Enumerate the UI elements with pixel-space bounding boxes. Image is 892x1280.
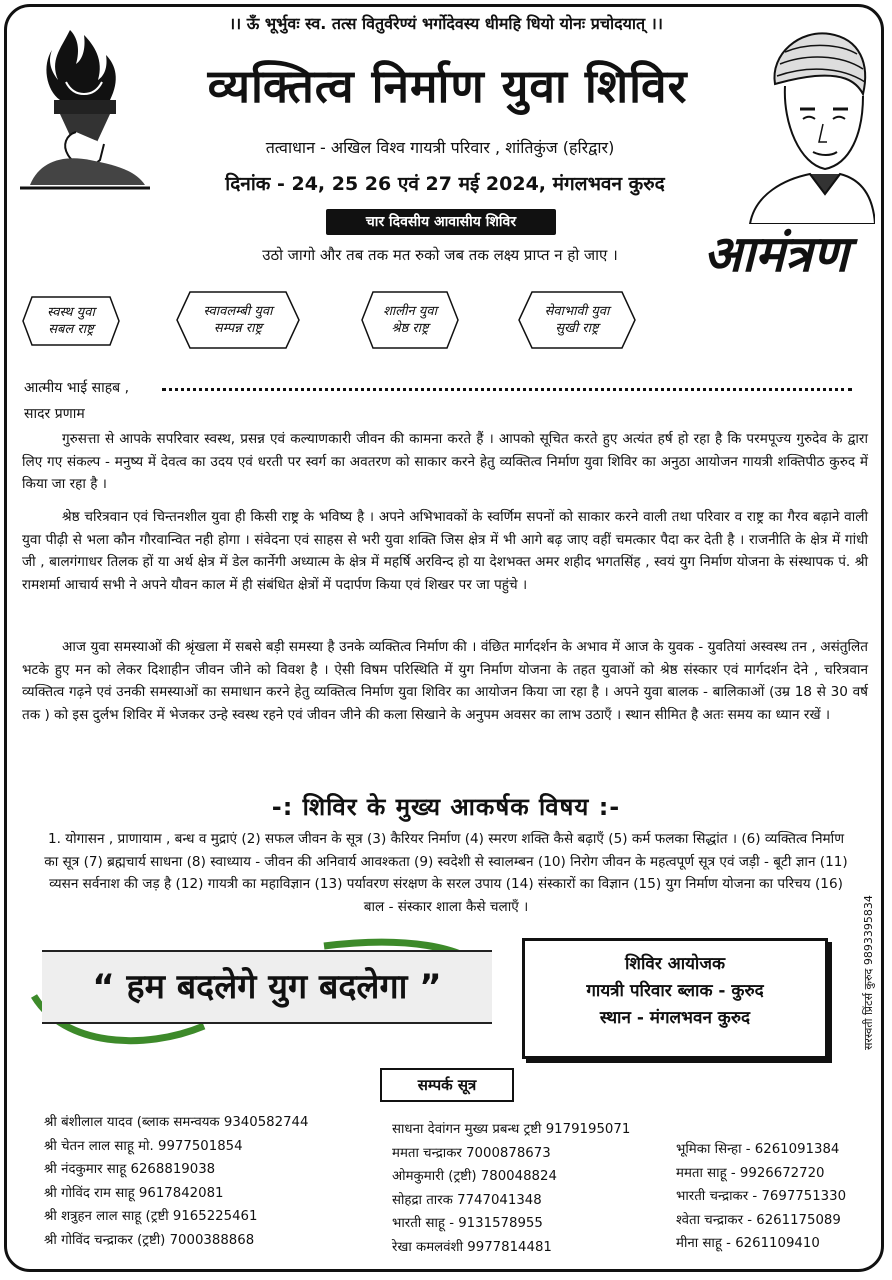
venue: स्थान - मंगलभवन कुरुद [599,1008,751,1028]
organizer-line: तत्वाधान - अखिल विश्व गायत्री परिवार , शांतिकुंज (हरिद्वार) [265,138,615,157]
contact-column-2 [392,1118,630,1260]
contact-entry: रेखा कमलवंशी 9977814481 [392,1239,552,1255]
attractions-list: 1. योगासन , प्राणायाम , बन्ध व मुद्राएं (2) सफल जीवन के सूत्र (3) कैरियर निर्माण (4) स्मरण शक्ति कैसे बढ़ाएँ (5) कर्म फलका सिद्धांत । (6) व्यक्तित्व निर्माण का सूत्र (7) ब्रह्मचार्य साधना (8) स्वाध्याय - जीवन की अनिवार्य आवश्कता (9) स्वदेशी से स्वालम्बन (10) निरोग जीवन के महत्वपूर्ण सूत्र एवं जड़ी - बूटी ज्ञान (11) व्यसन सर्वनाश की जड़ है (12) गायत्री का महाविज्ञान (13) पर्यावरण संरक्षण के सरल उपाय (14) संस्कारों का विज्ञान (15) युग निर्माण योजना का परिचय (16) बाल - संस्कार शाला कैसे चलाएँ । [44,831,848,915]
contact-column-3 [676,1138,846,1256]
hexagon-tagline-2 [176,291,300,349]
contact-entry: भारती साहू - 9131578955 [392,1216,543,1232]
contact-entry: ममता साहू - 9926672720 [676,1165,825,1181]
organizer-heading: शिविर आयोजक [625,954,725,974]
hexagon-tagline-3 [361,291,459,349]
contact-entry: श्वेता चन्द्राकर - 6261175089 [676,1212,841,1228]
contact-entry: सोहद्रा तारक 7747041348 [392,1192,542,1208]
contact-heading: सम्पर्क सूत्र [380,1068,514,1102]
hexagon-line1: सेवाभावी युवा [544,304,610,319]
gayatri-mantra: ।। ऊँ भूर्भुवः स्व. तत्स वितुर्वरेण्यं भर्गोदेवस्य धीमहि धियो योनः प्रचोदयात् ।। [229,14,663,33]
contact-entry: श्री नंदकुमार साहू 6268819038 [44,1162,216,1178]
contact-entry: साधना देवांगन मुख्य प्रबन्ध ट्रष्टी 9179195071 [392,1122,631,1137]
contact-column-1 [44,1111,308,1253]
contact-entry: श्री बंशीलाल यादव (ब्लाक समन्वयक 9340582744 [44,1115,309,1130]
name-fill-line [162,378,852,391]
hexagon-tagline-1 [22,296,120,346]
attractions-title: -: शिविर के मुख्य आकर्षक विषय :- [271,793,621,821]
greeting: सादर प्रणाम [24,406,85,422]
duration-badge: चार दिवसीय आवासीय शिविर [326,209,556,235]
hexagon-line2: सम्पन्न राष्ट्र [213,321,263,336]
organizer-name: गायत्री परिवार ब्लाक - कुरुद [586,981,764,1001]
salutation: आत्मीय भाई साहब , [24,380,130,396]
contact-entry: श्री गोविंद चन्द्राकर (ट्रष्टी) 7000388868 [44,1232,255,1248]
motto-quote: उठो जागो और तब तक मत रुको जब तक लक्ष्य प्राप्त न हो जाए । [262,246,618,264]
hexagon-line2: सबल राष्ट्र [48,322,94,337]
hexagon-line1: स्वावलम्बी युवा [203,304,273,319]
slogan-banner: “ हम बदलेगे युग बदलेगा ” [42,950,492,1024]
hexagon-line2: सुखी राष्ट्र [555,321,599,336]
invitation-calligraphy: आमंत्रण [703,224,849,283]
page-title: व्यक्तित्व निर्माण युवा शिविर [207,59,688,113]
letter-paragraph-1: गुरुसत्ता से आपके सपरिवार स्वस्थ, प्रसन्न एवं कल्याणकारी जीवन की कामना करते हैं । आपको सूचित करते हुए अत्यंत हर्ष हो रहा है कि परमपूज्य गुरुदेव के द्वारा लिए गए संकल्प - मनुष्य में देवत्व का उदय एवं धरती पर स्वर्ग का अवतरण को साकार करने हेतु व्यक्तित्व निर्माण युवा शिविर का अनुठा आयोजन गायत्री शक्तिपीठ कुरुद में किया जा रहा है । [22,431,868,492]
contact-entry: भूमिका सिन्हा - 6261091384 [676,1142,840,1157]
torch-icon [20,20,150,190]
hexagon-tagline-4 [518,291,636,349]
contact-entry: मीना साहू - 6261109410 [676,1236,820,1252]
contact-entry: श्री शत्रुहन लाल साहू (ट्रष्टी 9165225461 [44,1209,258,1225]
date-line: दिनांक - 24, 25 26 एवं 27 मई 2024, मंगलभवन कुरुद [225,173,665,195]
hexagon-line1: शालीन युवा [383,304,437,319]
contact-entry: श्री गोविंद राम साहू 9617842081 [44,1185,224,1201]
hexagon-line2: श्रेष्ठ राष्ट्र [391,321,429,336]
contact-entry: ममता चन्द्राकर 7000878673 [392,1145,551,1161]
organizer-box [522,938,828,1059]
portrait-illustration [745,24,875,224]
letter-paragraph-3: आज युवा समस्याओं की श्रृंखला में सबसे बड़ी समस्या है उनके व्यक्तित्व निर्माण की । वंछित मार्गदर्शन के अभाव में आज के युवक - युवतियां अस्वस्थ तन , असंतुलित भटके हुए मन को लेकर दिशाहीन जीवन जीने को विवश है । ऐसी विषम परिस्थिति में युग निर्माण योजना के तहत युवाओं को श्रेष्ठ संस्कार एवं मार्गदर्शन देने , चरित्रवान व्यक्तित्व गढ़ने एवं उनकी समस्याओं का समाधान करने हेतु व्यक्तित्व निर्माण युवा शिविर का आयोजन किया जा रहा है । अपने युवा बालक - बालिकाओं (उम्र 18 से 30 वर्ष तक ) को इस दुर्लभ शिविर में भेजकर उन्हे स्वस्थ रहने एवं जीवन जीने की कला सिखाने के अनुपम अवसर का लाभ उठाएँ । स्थान सीमित है अतः समय का ध्यान रखें । [22,639,868,723]
hexagon-line1: स्वस्थ युवा [47,305,95,320]
contact-entry: श्री चेतन लाल साहू मो. 9977501854 [44,1138,243,1154]
letter-paragraph-2: श्रेष्ठ चरित्रवान एवं चिन्तनशील युवा ही किसी राष्ट्र के भविष्य है । अपने अभिभावकों के स्वर्णिम सपनों को साकार करने वाली तथा परिवार व राष्ट्र का गैरव बढ़ाने वाली युवा पीढ़ी से भला कौन गौरवान्वित नही होगा । संवेदना एवं साहस से भरी युवा शक्ति जिस क्षेत्र में भी आगे बढ़ जाए वहीं चमत्कार पैदा कर देती है । राजनीति के क्षेत्र में गांधी जी , बालगंगाधर तिलक हों या अर्थ क्षेत्र में डेल कार्नेगी अध्यात्म के क्षेत्र में महर्षि अरविन्द हो या देशभक्त अमर शहीद भगतसिंह , स्वयं युग निर्माण योजना के संस्थापक पं. श्री रामशर्मा आचार्य सभी ने अपने यौवन काल में ही संबंधित क्षेत्रों में पदार्पण किया एवं शिखर पर जा पहुंचे । [22,509,868,593]
contact-entry: भारती चन्द्राकर - 7697751330 [676,1189,847,1205]
printer-credit: सरस्वती प्रिंटर्स कुरुद 9893395834 [862,895,875,1050]
contact-entry: ओमकुमारी (ट्रष्टी) 780048824 [392,1169,557,1185]
